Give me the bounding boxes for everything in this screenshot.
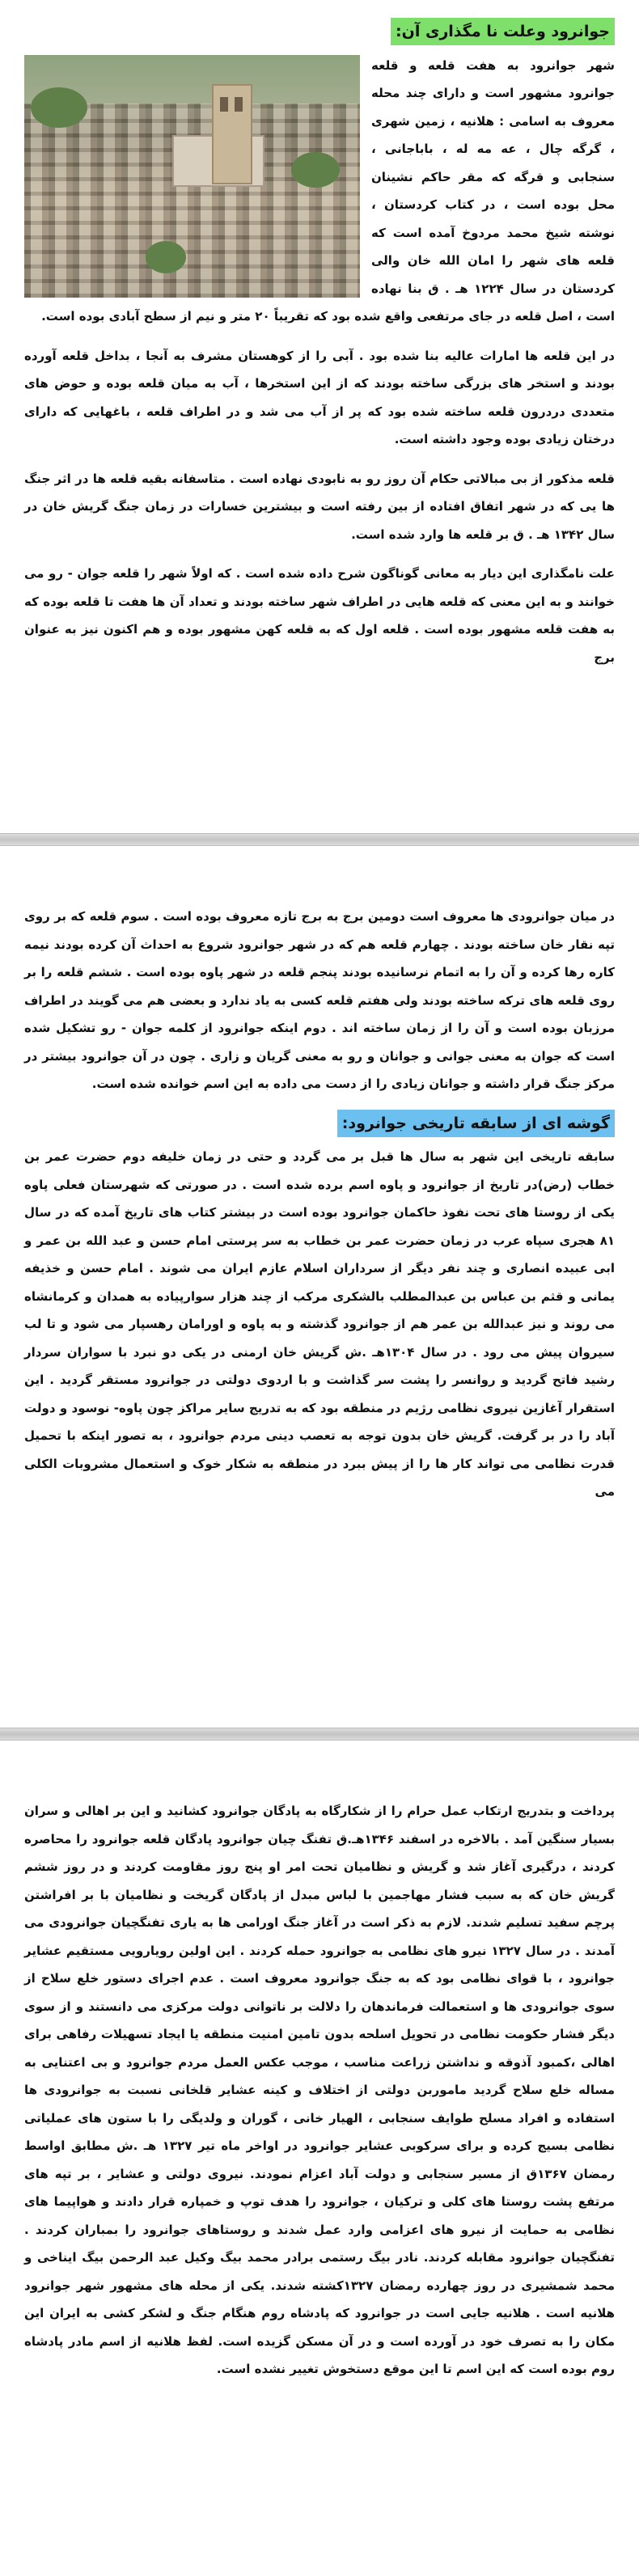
section-conflict <box>0 1741 639 2576</box>
paragraph: در میان جوانرودی ها معروف است دومین برج به برج تازه معروف بوده است . سوم قلعه که بر روی تپه نقار خان ساخته بودند . چهارم قلعه هم که در شهر جوانرود شروع به احداث آن کرده بودند نیمه کاره رها کرده و آن را به اتمام نرسانیده بودند پنجم قلعه در شهر پاوه بوده است . ششم قلعه را بر روی قلعه های ترکه ساخته بودند ولی هفتم قلعه کسی به یاد ندارد و بعضی هم می گویند در اطراف مرزبان بوده است و آن را از زمان ساخته اند . دوم اینکه جوانرود از کلمه جوان - رو تشکیل شده است که جوان به معنی جوانی و جوانان و رو به معنی گریان و زاری . چون در آن جوانرود بیشتر در مرکز جنگ قرار داشته و جوانان زیادی را از دست می داده به این اسم خوانده شده است. <box>24 909 615 1091</box>
photo-tree <box>146 241 186 273</box>
page-separator <box>0 1728 639 1741</box>
photo-tree <box>291 152 340 188</box>
section-history <box>0 846 639 1719</box>
section-name-origin <box>0 0 639 825</box>
photo-tower <box>212 84 252 184</box>
paragraph: قلعه مذکور از بی مبالاتی حکام آن روز رو به نابودی نهاده است . متاسفانه بقیه قلعه ها در اثر جنگ ها یی که در شهر اتفاق افتاده از بین رفته است و بیشترین خسارات در زمان جنگ گریش خان در سال ۱۳۴۲ هـ . ق بر قلعه ها وارد شده است. <box>24 471 615 542</box>
page-separator <box>0 833 639 846</box>
section-heading-history: گوشه ای از سابقه تاریخی جوانرود: <box>337 1110 615 1137</box>
paragraph: شهر جوانرود به هفت قلعه و قلعه جوانرود مشهور است و دارای چند محله معروف به اسامی : هلانیه ، زمین شهری ، گرگه چال ، عه مه له ، باباجانی ، سنجابی و قرگه که مقر حاکم نشینان محل بوده است ، در کتاب کردستان ، نوشته شیخ محمد مردوخ آمده است که قلعه های شهر را امان الله خان والی کردستان در سال ۱۲۲۴ هـ . ق بنا نهاده است ، اصل قلعه در جای مرتفعی واقع شده بود که تقریباً ۲۰ متر و نیم از سطح آبادی بوده است. <box>41 57 615 324</box>
paragraph: پرداخت و بتدریج ارتکاب عمل حرام را از شکارگاه به پادگان جوانرود کشانید و این بر اهالی و سران بسیار سنگین آمد . بالاخره در اسفند ۱۳۴۶هـ.ق تفنگ چیان جوانرود پادگان قلعه جوانرود را محاصره کردند ، درگیری آغاز شد و گریش و نظامیان تحت امر او پنج روز مقاومت کردند و در روز ششم گریش خان که به سبب فشار مهاجمین با لباس مبدل از پادگان گریخت و نظامیان با بر افراشتن پرچم سفید تسلیم شدند. لازم به ذکر است در آغاز جنگ اورامی ها به یاری تفنگچیان جوانرودی می آمدند . در سال ۱۳۲۷ نیرو های نظامی به جوانرود حمله کردند . این اولین رویارویی مستقیم عشایر جوانرود ، با قوای نظامی بود که به جنگ جوانرود معروف است . عدم اجرای دستور خلع سلاح از سوی جوانرودی ها و استعمالت فرماندهان را دلالت بر ناتوانی دولت مرکزی می دانستند و از سوی دیگر فشار حکومت نظامی در تحویل اسلحه بدون تامین امنیت منطقه یا ایجاد تسهیلات رفاهی برای اهالی ،کمبود آذوقه و نداشتن زراعت مناسب ، موجب عکس العمل مردم جوانرود و بی اعتنایی به مساله خلع سلاح گردید ماموربن دولتی از اختلاف و کینه عشایر قلخانی نسبت به جوانرودی ها استفاده و افراد مسلح طوایف سنجابی ، الهیار خانی ، گوران و ولدیگی را با ستون های عملیاتی نظامی بسیج کرده و برای سرکوبی عشایر جوانرود در اواخر ماه تیر ۱۳۲۷ هـ .ش مطابق اواسط رمضان ۱۳۶۷ق از مسیر سنجابی و دولت آباد اعزام نمودند. نیروی دولتی و عشایر ، بر تپه های مرتفع پشت روستا های کلی و ترکیان ، جوانرود را هدف توپ و خمپاره قرار دادند و هواپیما های نظامی به حمایت از نیرو های اعزامی وارد عمل شدند و روستاهای جوانرود را بمباران کردند . تفنگچیان جوانرود مقابله کردند. نادر بیگ رستمی برادر محمد بیگ وکیل عبد الرحمن بیگ ایناخی و محمد شمشیری در روز چهارده رمضان ۱۳۲۷کشته شدند. یکی از محله های مشهور شهر جوانرود هلانیه است . هلانیه جایی است در جوانرود که پادشاه روم هنگام جنگ و لشکر کشی به ایران این مکان را به تصرف خود در آورده است و در آن مسکن گزیده است. لفظ هلانیه از اسم مادر پادشاه روم بوده است که این اسم تا این موقع دستخوش تغییر نشده است. <box>24 1804 616 2376</box>
paragraph: سابقه تاریخی این شهر به سال ها قبل بر می گردد و حتی در زمان خلیفه دوم حضرت عمر بن خطاب (رض)در تاریخ از جوانرود و پاوه اسم برده شده است . در صورتی که شهرستان فعلی پاوه یکی از روستا های تحت نفوذ حاکمان جوانرود بوده است در بیشتر کتاب های تاریخ آمده که در سال ۸۱ هجری سپاه عرب در زمان حضرت عمر بن خطاب به سر پرستی امام حسن و عبد الله بن عمر و ابی عبیده انصاری و چند نفر دیگر از سرداران اسلام عازم ایران می شوند . امام حسن و خذیفه یمانی و قثم بن عباس بن عبدالمطلب بالشکری مرکب از چند هزار سوارپیاده به همدان و کرمانشاه می روند و نیز عبدالله بن عمر هم از جوانرود گذشته و به پاوه و اورامان رهسپار می شود و تا لب سیروان پیش می رود . در سال ۱۳۰۴هـ .ش گریش خان ارمنی در یکی دو نبرد با سواران سردار رشید فاتح گردید و روانسر را پشت سر گذاشت و با اردوی دولتی در جوانرود مستقر گردید . این استقرار آغازین نیروی نظامی رژیم در منطقه بود که به تدریج سایر مراکز چون پاوه- نوسود و دولت آباد را در بر گرفت. گریش خان بدون توجه به تعصب دینی مردم جوانرود ، به تصور اینکه با تحمیل قدرت نظامی می تواند کار ها را از پیش ببرد در منطقه به شکار خوک و استعمال مشروبات الکلی می <box>24 1149 615 1499</box>
paragraph: علت نامگذاری این دیار به معانی گوناگون شرح داده شده است . که اولاً شهر را قلعه جوان - رو می خوانند و به این معنی که قلعه هایی در اطراف شهر ساخته بودند و تعداد آن ها هفت تا قلعه بوده که به هفت قلعه مشهور بوده است . قلعه اول که به قلعه کهن مشهور بوده و هم اکنون نیز به عنوان برج <box>24 566 615 665</box>
photo-rooftops <box>24 104 360 298</box>
photo-tree <box>31 87 87 128</box>
paragraph: در این قلعه ها امارات عالیه بنا شده بود . آبی را از کوهستان مشرف به آنجا ، بداخل قلعه آورده بودند و استخر های بزرگی ساخته بودند که از این استخرها ، آب به میان قلعه بوده و حوض های متعددی دردرون قلعه ساخته شده بود که پر از آب می شد و در اطراف قلعه ، باغهایی که دارای درختان زیادی بوده وجود داشته است. <box>24 348 615 446</box>
section-heading-name-origin: جوانرود وعلت نا مگذاری آن: <box>391 18 615 45</box>
city-photo <box>24 55 360 298</box>
